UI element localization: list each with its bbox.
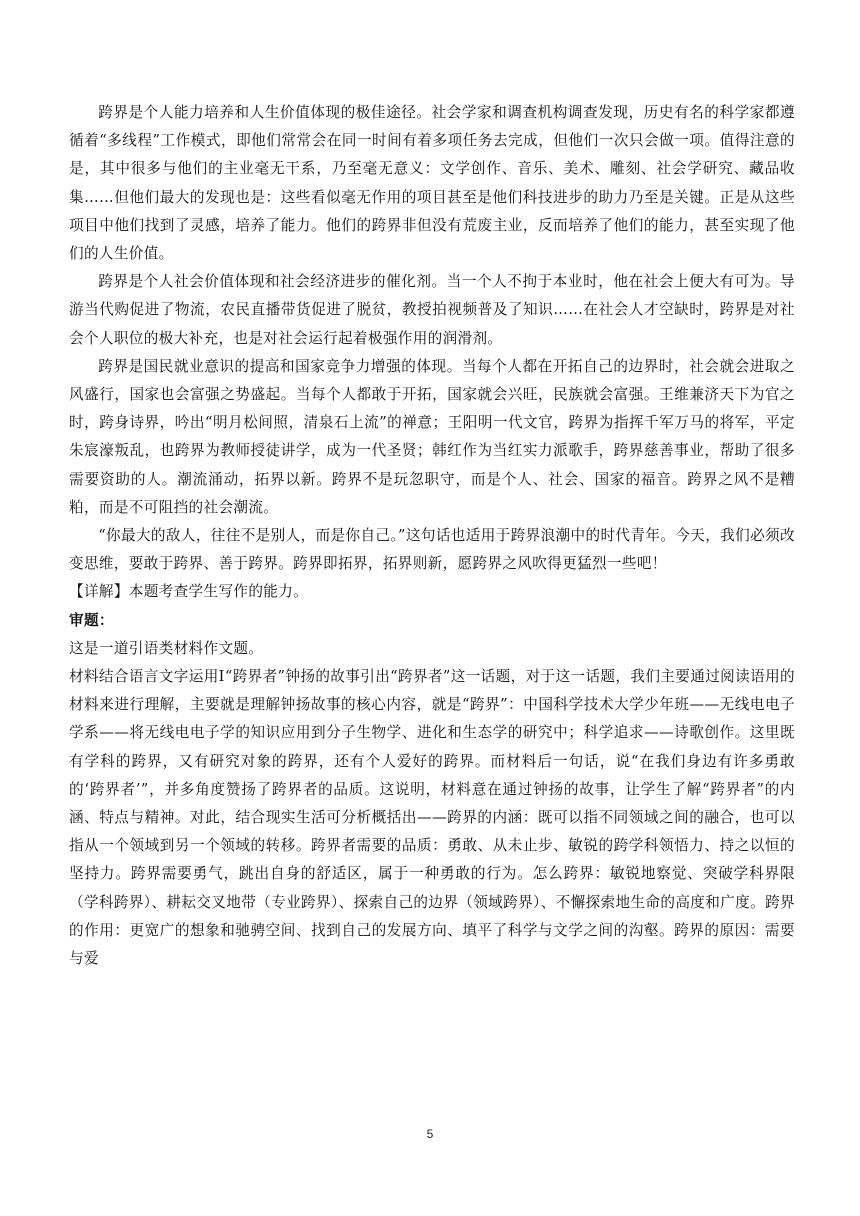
essay-paragraph-2: 跨界是个人社会价值体现和社会经济进步的催化剂。当一个人不拘于本业时，他在社会上便大有可为。导游当代购促进了物流，农民直播带货促进了脱贫，教授拍视频普及了知识……在社会人才空缺时，跨界是对社会个人职位的极大补充，也是对社会运行起着极强作用的润滑剂。 bbox=[69, 273, 795, 347]
essay-paragraph-4: “你最大的敌人，往往不是别人，而是你自己。”这句话也适用于跨界浪潮中的时代青年。今天，我们必须改变思维，要敢于跨界、善于跨界。跨界即拓界，拓界则新，愿跨界之风吹得更猛烈一些吧！ bbox=[69, 527, 795, 573]
detail-line: 【详解】本题考查学生写作的能力。 bbox=[69, 583, 309, 601]
essay-paragraph-3: 跨界是国民就业意识的提高和国家竞争力增强的体现。当每个人都在开拓自己的边界时，社会就会进取之风盛行，国家也会富强之势盛起。当每个人都敢于开拓，国家就会兴旺，民族就会富强。王维兼济天下为官之时，跨身诗界，吟出“明月松间照，清泉石上流”的禅意；王阳明一代文官，跨界为指挥千军万马的将军，平定朱宸濠叛乱，也跨界为教师授徒讲学，成为一代圣贤；韩红作为当红实力派歌手，跨界慈善事业，帮助了很多需要资助的人。潮流涌动，拓界以新。跨界不是玩忽职守，而是个人、社会、国家的福音。跨界之风不是糟粕，而是不可阻挡的社会潮流。 bbox=[69, 357, 795, 516]
page-number: 5 bbox=[426, 1127, 434, 1141]
review-body: 材料结合语言文字运用Ⅰ“跨界者”钟扬的故事引出“跨界者”这一话题，对于这一话题，我们主要通过阅读语用的材料来进行理解，主要就是理解钟扬故事的核心内容，就是“跨界”：中国科学技术大学少年班——无线电电子学系——将无线电电子学的知识应用到分子生物学、进化和生态学的研究中；科学追求——诗歌创作。这里既有学科的跨界，又有研究对象的跨界，还有个人爱好的跨界。而材料后一句话，说“在我们身边有许多勇敢的‘跨界者’”，并多角度赞扬了跨界者的品质。这说明，材料意在通过钟扬的故事，让学生了解“跨界者”的内涵、特点与精神。对此，结合现实生活可分析概括出——跨界的内涵：既可以指不同领域之间的融合，也可以指从一个领域到另一个领域的转移。跨界者需要的品质：勇敢、从未止步、敏锐的跨学科领悟力、持之以恒的坚持力。跨界需要勇气，跳出自身的舒适区，属于一种勇敢的行为。怎么跨界：敏锐地察觉、突破学科界限（学科跨界）、耕耘交叉地带（专业跨界）、探索自己的边界（领域跨界）、不懈探索地生命的高度和广度。跨界的作用：更宽广的想象和驰骋空间、找到自己的发展方向、填平了科学与文学之间的沟壑。跨界的原因：需要与爱 bbox=[69, 668, 795, 968]
review-heading: 审题： bbox=[69, 611, 114, 629]
essay-paragraph-1: 跨界是个人能力培养和人生价值体现的极佳途径。社会学家和调查机构调查发现，历史有名的科学家都遵循着“多线程”工作模式，即他们常常会在同一时间有着多项任务去完成，但他们一次只会做一项。值得注意的是，其中很多与他们的主业毫无干系，乃至毫无意义：文学创作、音乐、美术、雕刻、社会学研究、藏品收集……但他们最大的发现也是：这些看似毫无作用的项目甚至是他们科技进步的助力乃至是关键。正是从这些项目中他们找到了灵感，培养了能力。他们的跨界非但没有荒废主业，反而培养了他们的能力，甚至实现了他们的人生价值。 bbox=[69, 104, 795, 263]
document-body bbox=[69, 99, 795, 973]
review-intro: 这是一道引语类材料作文题。 bbox=[69, 639, 264, 657]
